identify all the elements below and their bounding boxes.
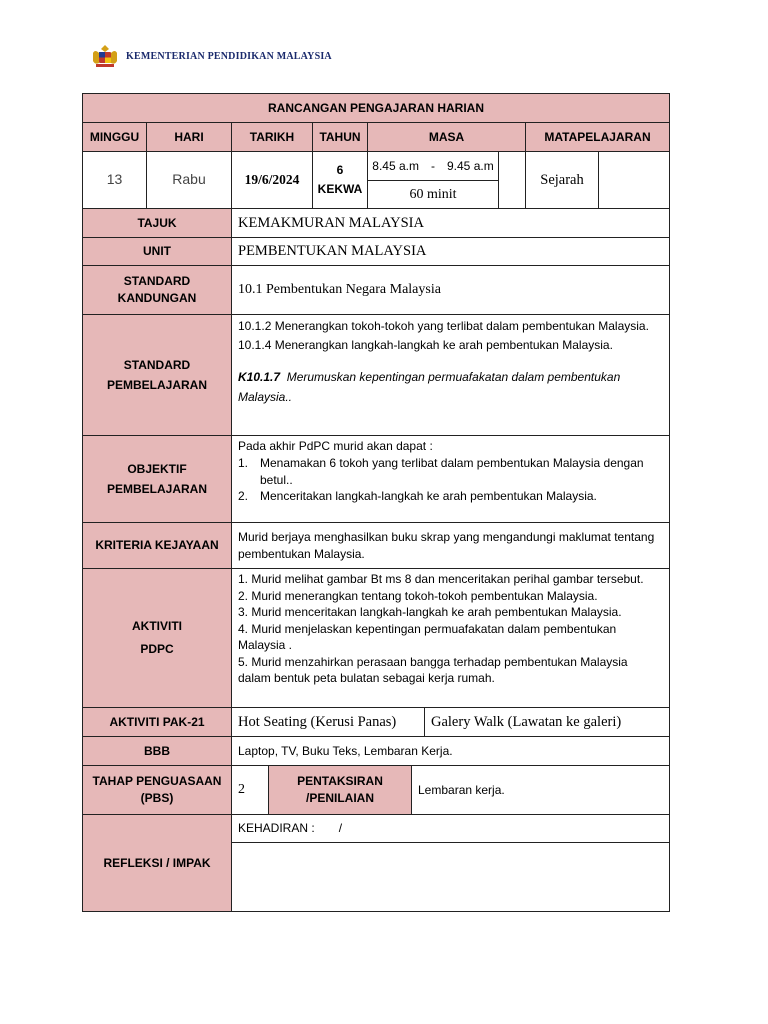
pak21-label: AKTIVITI PAK-21 xyxy=(82,707,232,737)
bbb-value: Laptop, TV, Buku Teks, Lembaran Kerja. xyxy=(231,736,670,766)
sp-line-2: 10.1.4 Menerangkan langkah-langkah ke arah pembentukan Malaysia. xyxy=(238,338,613,353)
sk-label-line1: STANDARD xyxy=(123,274,191,289)
ministry-header xyxy=(90,42,332,70)
sp-line-1: 10.1.2 Menerangkan tokoh-tokoh yang terlibat dalam pembentukan Malaysia. xyxy=(238,319,649,333)
table-title: RANCANGAN PENGAJARAN HARIAN xyxy=(82,93,670,123)
sp-content xyxy=(231,314,670,436)
objektif-label-line2: PEMBELAJARAN xyxy=(106,482,207,496)
objektif-item-number: 1. xyxy=(238,455,249,470)
sp-label xyxy=(82,314,232,436)
aktiviti-label-line2: PDPC xyxy=(140,642,174,656)
col-tarikh: TARIKH xyxy=(231,122,313,152)
col-matapelajaran: MATAPELAJARAN xyxy=(525,122,670,152)
masa-duration: 60 minit xyxy=(367,180,499,209)
col-minggu: MINGGU xyxy=(82,122,147,152)
pak21-value-2: Galery Walk (Lawatan ke galeri) xyxy=(424,707,670,737)
subject-value: Sejarah xyxy=(525,151,599,209)
pbs-value: 2 xyxy=(231,765,269,815)
masa-end: 9.45 a.m xyxy=(447,158,494,173)
masa-time xyxy=(367,151,499,181)
sk-label xyxy=(82,265,232,315)
col-hari: HARI xyxy=(146,122,232,152)
aktiviti-item: 4. Murid menjelaskan kepentingan permuafakatan dalam pembentukan Malaysia . xyxy=(238,621,617,653)
minggu-value: 13 xyxy=(82,151,147,209)
kriteria-value: Murid berjaya menghasilkan buku skrap yang mengandungi maklumat tentang pembentukan Malaysia. xyxy=(231,522,670,569)
col-tahun: TAHUN xyxy=(312,122,368,152)
pbs-label-line2: (PBS) xyxy=(140,791,174,805)
aktiviti-content xyxy=(231,568,670,708)
refleksi-notes xyxy=(231,842,670,912)
sk-label-line2: KANDUNGAN xyxy=(117,291,197,305)
pak21-value-1: Hot Seating (Kerusi Panas) xyxy=(231,707,425,737)
col-masa: MASA xyxy=(367,122,526,152)
objektif-intro: Pada akhir PdPC murid akan dapat : xyxy=(238,439,433,453)
aktiviti-item: 1. Murid melihat gambar Bt ms 8 dan menceritakan perihal gambar tersebut. xyxy=(238,572,644,586)
tajuk-value: KEMAKMURAN MALAYSIA xyxy=(231,208,670,238)
sp-k-line xyxy=(238,368,663,406)
kelas-name: KEKWA xyxy=(317,182,363,196)
kehadiran-slash: / xyxy=(338,821,343,836)
sp-k-text: Merumuskan kepentingan permuafakatan dalam pembentukan Malaysia.. xyxy=(238,370,621,404)
hari-value: Rabu xyxy=(146,151,232,209)
aktiviti-item: 2. Murid menerangkan tentang tokoh-tokoh pembentukan Malaysia. xyxy=(238,588,598,603)
pbs-label-line1: TAHAP PENGUASAAN xyxy=(92,774,222,789)
kehadiran-label: KEHADIRAN : xyxy=(238,821,315,836)
sp-label-line2: PEMBELAJARAN xyxy=(106,378,207,392)
malaysia-crest-icon xyxy=(90,43,120,69)
lesson-plan-table xyxy=(82,93,670,912)
sp-k-code: K10.1.7 xyxy=(238,370,281,385)
unit-value: PEMBENTUKAN MALAYSIA xyxy=(231,237,670,266)
pentaksiran-label xyxy=(268,765,412,815)
aktiviti-item: 5. Murid menzahirkan perasaan bangga terhadap pembentukan Malaysia dalam bentuk peta bulatan sebagai kerja rumah. xyxy=(238,654,628,686)
objektif-item-number: 2. xyxy=(238,489,249,504)
tahun-number: 6 xyxy=(336,162,344,177)
tarikh-value: 19/6/2024 xyxy=(231,151,313,209)
masa-spare-cell xyxy=(498,151,526,209)
pentaksiran-value: Lembaran kerja. xyxy=(411,765,670,815)
pentaksiran-label-line2: /PENILAIAN xyxy=(305,791,374,805)
tahun-value xyxy=(312,151,368,209)
tajuk-label: TAJUK xyxy=(82,208,232,238)
masa-separator: - xyxy=(431,158,435,173)
ministry-name: KEMENTERIAN PENDIDIKAN MALAYSIA xyxy=(126,50,332,62)
objektif-item xyxy=(238,488,663,505)
objektif-item-text: Menceritakan langkah-langkah ke arah pembentukan Malaysia. xyxy=(260,489,597,504)
bbb-label: BBB xyxy=(82,736,232,766)
objektif-label-line1: OBJEKTIF xyxy=(127,461,187,476)
aktiviti-label-line1: AKTIVITI xyxy=(132,619,182,634)
subject-spare-cell xyxy=(598,151,670,209)
aktiviti-item: 3. Murid menceritakan langkah-langkah ke arah pembentukan Malaysia. xyxy=(238,605,622,620)
masa-start: 8.45 a.m xyxy=(372,158,419,173)
pbs-label xyxy=(82,765,232,815)
kehadiran-cell xyxy=(231,814,670,843)
pentaksiran-label-line1: PENTAKSIRAN xyxy=(297,774,383,789)
refleksi-label: REFLEKSI / IMPAK xyxy=(82,814,232,912)
kriteria-label: KRITERIA KEJAYAAN xyxy=(82,522,232,569)
objektif-item-text: Menamakan 6 tokoh yang terlibat dalam pembentukan Malaysia dengan betul.. xyxy=(260,455,644,487)
aktiviti-label xyxy=(82,568,232,708)
objektif-label xyxy=(82,435,232,523)
sp-label-line1: STANDARD xyxy=(123,357,191,372)
objektif-content xyxy=(231,435,670,523)
objektif-item xyxy=(238,455,663,489)
unit-label: UNIT xyxy=(82,237,232,266)
sk-value: 10.1 Pembentukan Negara Malaysia xyxy=(231,265,670,315)
